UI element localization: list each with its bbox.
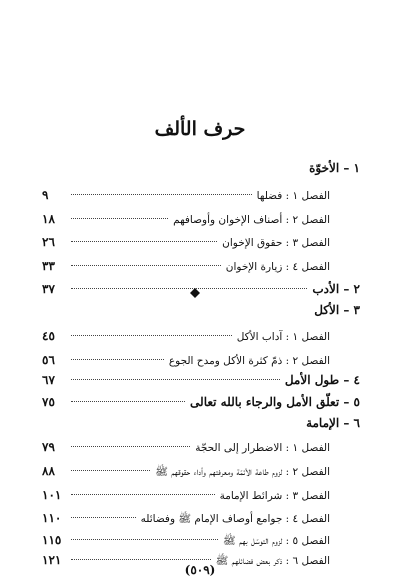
toc-heading-3 (42, 300, 360, 320)
section-title: حرف الألف (154, 118, 246, 140)
toc-page-number: ٨٨ (42, 464, 55, 478)
toc-page-number: ٦٧ (42, 373, 55, 387)
toc-entry-label: ١ – الأخوّة (309, 161, 360, 175)
toc-heading-4 (42, 370, 360, 390)
dot-leader (71, 494, 215, 495)
toc-page-number: ١٢١ (42, 553, 62, 567)
toc-entry-label: ٤ – طول الأمل (284, 373, 360, 387)
dot-leader (71, 265, 221, 266)
dot-leader (71, 401, 185, 402)
toc-page-number: ٧٥ (42, 395, 55, 409)
toc-heading-6 (42, 413, 360, 433)
dot-leader (71, 470, 150, 471)
dot-leader (71, 379, 280, 380)
toc-entry-label: الفصل ٣ : حقوق الإخوان (222, 237, 330, 249)
toc-page-number: ١١٠ (42, 511, 62, 525)
toc-entry-label: الفصل ١ : فضلها (256, 190, 330, 202)
toc-page-number: ٩ (42, 188, 49, 202)
dot-leader (71, 218, 168, 219)
toc-entry (42, 209, 330, 229)
toc-entry (42, 485, 330, 505)
dot-leader (71, 335, 232, 336)
toc-page-number: ١٨ (42, 212, 55, 226)
dot-leader (71, 446, 190, 447)
toc-entry-label: الفصل ١ : آداب الأكل (236, 331, 330, 343)
toc-entry (42, 350, 330, 370)
toc-page-number: ١١٥ (42, 533, 62, 547)
toc-entry (42, 508, 330, 528)
toc-entry-label: الفصل ٤ : زيارة الإخوان (225, 261, 330, 273)
dot-leader (71, 359, 164, 360)
page-folio: (٥٠٩) (184, 563, 216, 577)
toc-heading-2 (42, 279, 360, 299)
toc-page-number: ٧٩ (42, 440, 55, 454)
toc-heading-1 (42, 158, 360, 178)
toc-entry-label: الفصل ٦ : ذكر بعض فضائلهم ﷺ (215, 555, 330, 567)
toc-entry-label: ٢ – الأدب (312, 282, 360, 296)
toc-entry (42, 326, 330, 346)
toc-heading-5 (42, 392, 360, 412)
toc-entry-label: الفصل ٥ : لزوم التوسّل بهم ﷺ (223, 535, 330, 547)
toc-entry-label: ٦ – الإمامة (306, 416, 360, 430)
dot-leader (71, 194, 252, 195)
dot-leader (71, 517, 136, 518)
toc-entry-label: الفصل ٣ : شرائط الإمامة (219, 490, 330, 502)
toc-page-number: ٣٣ (42, 259, 55, 273)
toc-entry (42, 530, 330, 550)
toc-page-number: ١٠١ (42, 488, 62, 502)
toc-entry (42, 437, 330, 457)
toc-entry-label: الفصل ٢ : ذمّ كثرة الأكل ومدح الجوع (168, 355, 330, 367)
toc-entry-label: الفصل ٢ : أصناف الإخوان وأوصافهم (173, 214, 330, 226)
toc-page-number: ٥٦ (42, 353, 55, 367)
diamond-ornament-icon (190, 288, 200, 298)
toc-entry-label: ٥ – تعلّق الأمل والرجاء بالله تعالى (190, 395, 360, 409)
toc-page-number: ٤٥ (42, 329, 55, 343)
toc-entry (42, 232, 330, 252)
toc-page-number: ٣٧ (42, 282, 55, 296)
dot-leader (71, 559, 211, 560)
dot-leader (71, 241, 217, 242)
toc-entry-label: الفصل ٤ : جوامع أوصاف الإمام ﷺ وفضائله (140, 513, 330, 525)
toc-entry-label: الفصل ١ : الاضطرار إلى الحجّة (195, 442, 330, 454)
toc-entry (42, 256, 330, 276)
toc-entry (42, 461, 330, 481)
dot-leader (71, 539, 218, 540)
toc-page-number: ٢٦ (42, 235, 55, 249)
toc-entry-label: الفصل ٢ : لزوم طاعة الأئمّة ومعرفتهم وأداء حقوقهم ﷺ (155, 466, 330, 478)
toc-entry (42, 185, 330, 205)
toc-entry-label: ٣ – الأكل (314, 303, 360, 317)
